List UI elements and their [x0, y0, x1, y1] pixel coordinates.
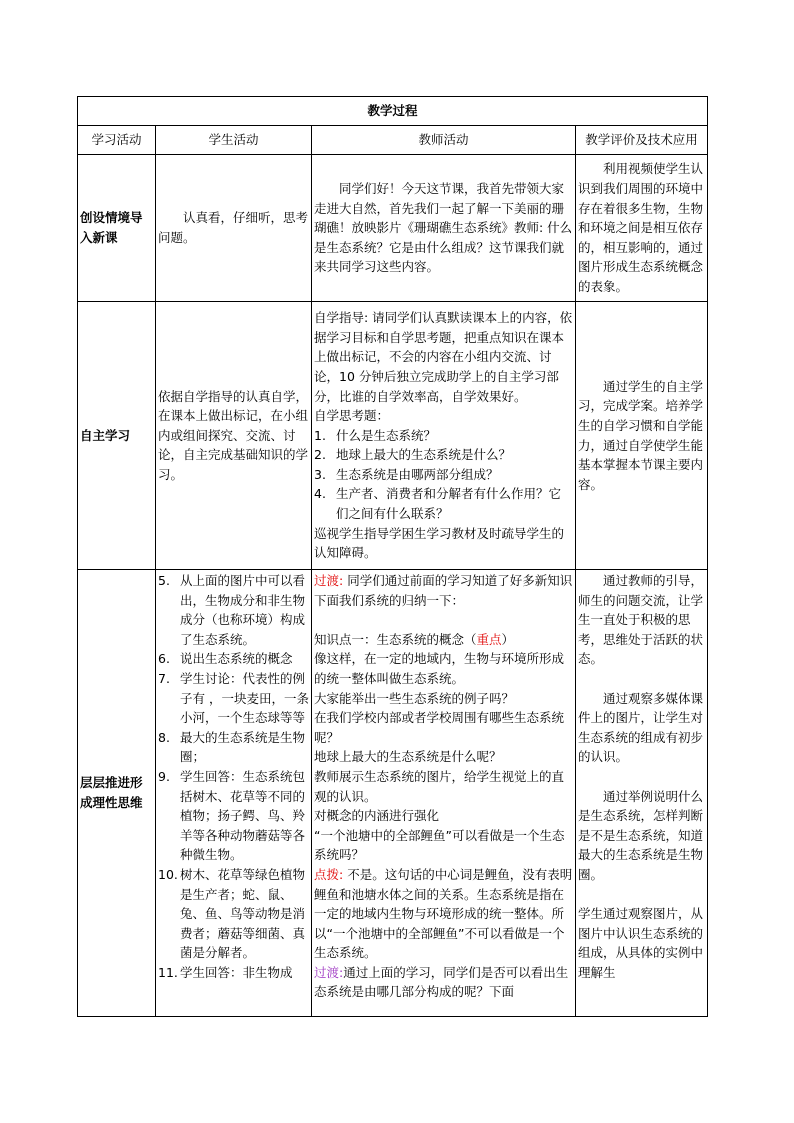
- evaluation-paragraph: 学生通过观察图片，从图片中认识生态系统的组成，从具体的实例中理解生: [578, 906, 704, 980]
- evaluation-cell: 利用视频使学生认识到我们周围的环境中存在着很多生物，生物和环境之间是相互依存的，相互影响的，通过图片形成生态系统概念的表象。: [576, 155, 708, 302]
- table-row: [78, 302, 708, 570]
- student-items-list: [158, 571, 309, 982]
- list-item: 9. 学生回答：生态系统包括树木、花草等不同的植物；扬子鳄、鸟、羚羊等各种动物蘑菇等各种微生物。: [158, 768, 306, 863]
- activity-cell: 层层推进形成理性思维: [78, 570, 156, 1017]
- evaluation-cell: 通过学生的自主学习，完成学案。培养学生的自学习惯和自学能力，通过自学使学生能基本掌握本节课主要内容。: [576, 302, 708, 570]
- teacher-cell: [312, 570, 576, 1017]
- header-row: [78, 126, 708, 155]
- list-item: 3. 生态系统是由哪两部分组成？: [314, 466, 499, 482]
- self-study-guide: 自学指导: 请同学们认真默读课本上的内容，依据学习目标和自学思考题，把重点知识在课本上做出标记，不会的内容在小组内交流、讨论，10 分钟后独立完成助学上的自主学习部分，比谁的自学效率高，自学效果好。: [314, 310, 573, 404]
- key-point-tag: 重点: [476, 631, 502, 647]
- student-cell: 依据自学指导的认真自学，在课本上做出标记，在小组内或组间探究、交流、讨论，自主完成基础知识的学习。: [156, 302, 312, 570]
- table-title: 教学过程: [78, 97, 708, 126]
- teacher-paragraph: 地球上最大的生态系统是什么呢？: [314, 749, 502, 765]
- teacher-paragraph: “一个池塘中的全部鲤鱼”可以看做是一个生态系统吗？: [314, 827, 565, 863]
- list-item: 4. 生产者、消费者和分解者有什么作用？它们之间有什么联系？: [314, 486, 562, 522]
- transition-1: 过渡: 同学们通过前面的学习知道了好多新知识下面我们系统的归纳一下：: [314, 573, 573, 608]
- table-row: [78, 570, 708, 1017]
- activity-cell: 自主学习: [78, 302, 156, 570]
- transition-label: 过渡:: [314, 573, 344, 588]
- student-cell: [156, 570, 312, 1017]
- header-teacher: 教师活动: [312, 126, 576, 155]
- teaching-process-table: [77, 96, 708, 1017]
- list-item: 8. 最大的生态系统是生物圈；: [158, 729, 306, 765]
- transition-2: 过渡:通过上面的学习，同学们是否可以看出生态系统是由哪几部分构成的呢？下面: [314, 964, 569, 1000]
- table-row: [78, 155, 708, 302]
- knowledge-point-1: 知识点一：生态系统的概念（重点）: [314, 631, 515, 647]
- teacher-paragraph: 大家能举出一些生态系统的例子吗？: [314, 690, 515, 706]
- questions-title: 自学思考题：: [314, 408, 390, 424]
- tip-label: 点拨:: [314, 866, 344, 882]
- activity-cell: 创设情境导入新课: [78, 155, 156, 302]
- teacher-cell: 同学们好！今天这节课，我首先带领大家走进大自然，首先我们一起了解一下美丽的珊瑚礁！放映影片《珊瑚礁生态系统》教师: 什么是生态系统？它是由什么组成？这节课我们就来共同学习这些内容。: [312, 155, 576, 302]
- teacher-paragraph: 像这样，在一定的地域内，生物与环境所形成的统一整体叫做生态系统。: [314, 651, 565, 686]
- list-item: 11. 学生回答：非生物成: [158, 964, 293, 980]
- list-item: 6. 说出生态系统的概念: [158, 651, 293, 667]
- header-activity: 学习活动: [78, 126, 156, 155]
- patrol-note: 巡视学生指导学困生学习教材及时疏导学生的认知障碍。: [314, 525, 565, 561]
- evaluation-paragraph: 通过教师的引导，师生的问题交流，让学生一直处于积极的思考，思维处于活跃的状态。: [578, 573, 704, 667]
- student-cell: 认真看，仔细听，思考问题。: [156, 155, 312, 302]
- teacher-cell: [312, 302, 576, 570]
- header-student: 学生活动: [156, 126, 312, 155]
- evaluation-paragraph: 通过举例说明什么是生态系统，怎样判断是不是生态系统，知道最大的生态系统是生物圈。: [578, 788, 704, 882]
- transition-label: 过渡:: [314, 964, 344, 980]
- list-item: 1. 什么是生态系统？: [314, 427, 437, 443]
- list-item: 5. 从上面的图片中可以看出，生物成分和非生物成分（也称环境）构成了生态系统。: [158, 573, 306, 647]
- teacher-paragraph: 对概念的内涵进行强化: [314, 808, 440, 824]
- tip: 点拨: 不是。这句话的中心词是鲤鱼，没有表明鲤鱼和池塘水体之间的关系。生态系统是指在一定的地域内生物与环境形成的统一整体。所以“一个池塘中的全部鲤鱼”不可以看做是一个生态系统。: [314, 866, 573, 961]
- teacher-paragraph: 在我们学校内部或者学校周围有哪些生态系统呢？: [314, 710, 565, 745]
- evaluation-paragraph: 通过观察多媒体课件上的图片，让学生对生态系统的组成有初步的认识。: [578, 690, 704, 765]
- list-item: 7. 学生讨论：代表性的例子有 ，一块麦田，一条小河，一个生态球等等: [158, 670, 309, 726]
- list-item: 2. 地球上最大的生态系统是什么？: [314, 447, 512, 463]
- teacher-paragraph: 教师展示生态系统的图片，给学生视觉上的直观的认识。: [314, 768, 565, 804]
- header-evaluation: 教学评价及技术应用: [576, 126, 708, 155]
- evaluation-cell: [576, 570, 708, 1017]
- list-item: 10. 树木、花草等绿色植物是生产者；蛇、鼠、兔、鱼、鸟等动物是消费者；蘑菇等细菌、真菌是分解者。: [158, 866, 306, 961]
- questions-list: [314, 426, 573, 524]
